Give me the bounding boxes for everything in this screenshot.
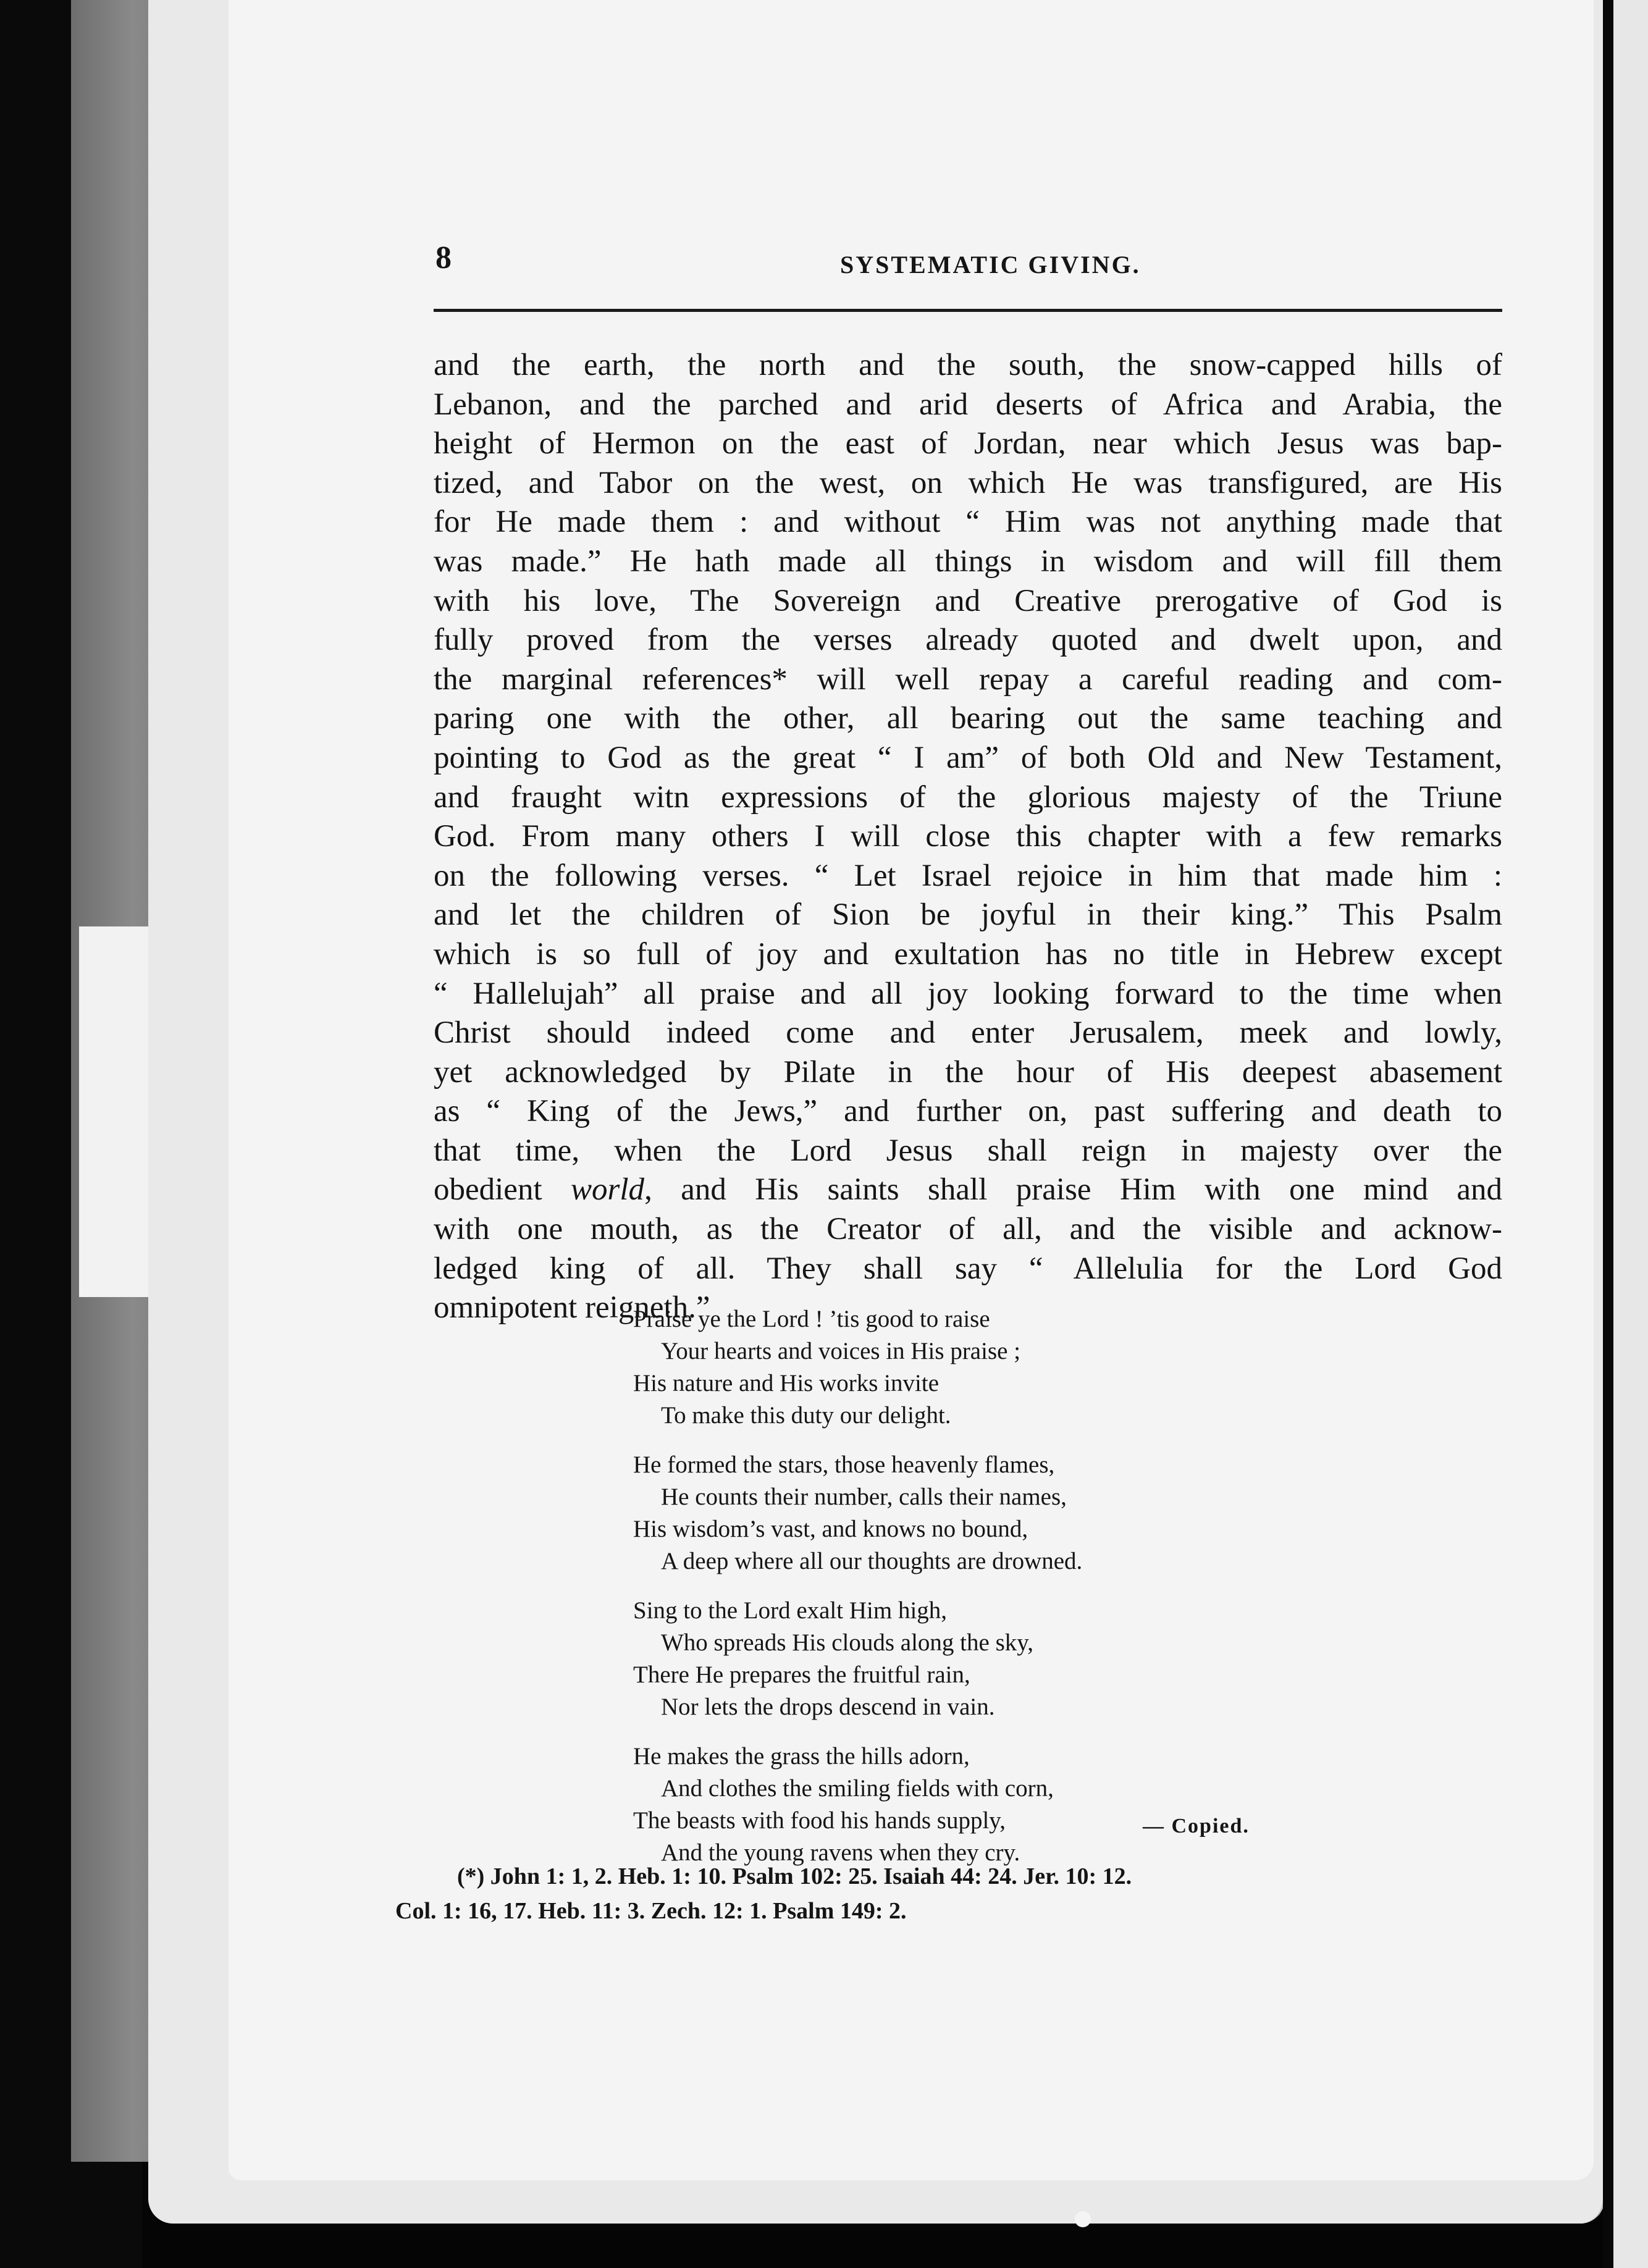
poem-line: He formed the stars, those heavenly flames, [633, 1451, 1055, 1478]
poem-line: The beasts with food his hands supply, [633, 1807, 1006, 1834]
poem-stanza [633, 1741, 1313, 1869]
body-line: as “ King of the Jews,” and further on, past suffering and death to [434, 1094, 1502, 1129]
poem-line: A deep where all our thoughts are drowned. [661, 1548, 1083, 1574]
body-line: which is so full of joy and exultation has no title in Hebrew except [434, 936, 1502, 972]
poem-line: There He prepares the fruitful rain, [633, 1661, 970, 1688]
body-line: was made.” He hath made all things in wisdom and will fill them [434, 544, 1502, 579]
poem-line: Sing to the Lord exalt Him high, [633, 1597, 948, 1624]
poem-line: And the young ravens when they cry. [661, 1839, 1020, 1866]
poem-stanza [633, 1595, 1313, 1723]
footnote-line: Col. 1: 16, 17. Heb. 11: 3. Zech. 12: 1. Psalm 149: 2. [395, 1898, 907, 1924]
poem-line: To make this duty our delight. [661, 1402, 951, 1429]
page-number: 8 [435, 240, 452, 275]
poem-line: And clothes the smiling fields with corn, [661, 1775, 1054, 1802]
poem-line: He counts their number, calls their names, [661, 1484, 1067, 1510]
body-line: and fraught witn expressions of the glorious majesty of the Triune [434, 779, 1502, 815]
body-line: with one mouth, as the Creator of all, and the visible and acknow- [434, 1212, 1502, 1247]
body-line: Lebanon, and the parched and arid deserts of Africa and Arabia, the [434, 387, 1502, 422]
body-line: obedient world, and His saints shall praise Him with one mind and [434, 1172, 1502, 1208]
body-line: and let the children of Sion be joyful in their king.” This Psalm [434, 897, 1502, 933]
facing-page-edge [1613, 0, 1648, 2268]
body-line: omnipotent reigneth.” [434, 1290, 710, 1325]
running-head: SYSTEMATIC GIVING. [840, 251, 1141, 279]
body-line: and the earth, the north and the south, the snow-capped hills of [434, 348, 1502, 382]
poem-stanza [633, 1449, 1313, 1577]
body-line: fully proved from the verses already quoted and dwelt upon, and [434, 623, 1502, 658]
poem-line: Who spreads His clouds along the sky, [661, 1629, 1033, 1656]
poem-stanza [633, 1303, 1313, 1432]
poem-line: He makes the grass the hills adorn, [633, 1743, 970, 1770]
poem-attribution: — Copied. [1143, 1815, 1250, 1838]
body-line: pointing to God as the great “ I am” of both Old and New Testament, [434, 740, 1502, 775]
body-line: paring one with the other, all bearing out the same teaching and [434, 701, 1502, 736]
poem-line: Your hearts and voices in His praise ; [661, 1338, 1021, 1364]
body-line: height of Hermon on the east of Jordan, near which Jesus was bap- [434, 426, 1502, 461]
poem [633, 1303, 1313, 1886]
body-line: God. From many others I will close this chapter with a few remarks [434, 819, 1502, 854]
film-gutter-right [1603, 0, 1614, 2268]
poem-line: His wisdom’s vast, and knows no bound, [633, 1516, 1028, 1542]
body-line: with his love, The Sovereign and Creative prerogative of God is [434, 583, 1502, 618]
body-line: Christ should indeed come and enter Jerusalem, meek and lowly, [434, 1015, 1502, 1051]
body-line: for He made them : and without “ Him was not anything made that [434, 505, 1502, 540]
body-line: on the following verses. “ Let Israel rejoice in him that made him : [434, 858, 1502, 893]
body-line: “ Hallelujah” all praise and all joy looking forward to the time when [434, 976, 1502, 1011]
poem-line: Nor lets the drops descend in vain. [661, 1694, 995, 1720]
footnotes [395, 1859, 1507, 1928]
body-paragraph [434, 346, 1502, 1328]
body-line: yet acknowledged by Pilate in the hour of His deepest abasement [434, 1054, 1502, 1090]
body-line: that time, when the Lord Jesus shall reign in majesty over the [434, 1133, 1502, 1168]
footnote-line: (*) John 1: 1, 2. Heb. 1: 10. Psalm 102: 25. Isaiah 44: 24. Jer. 10: 12. [457, 1863, 1132, 1889]
body-line: tized, and Tabor on the west, on which He was transfigured, are His [434, 465, 1502, 500]
header-rule [434, 309, 1502, 312]
film-speck [1532, 1322, 1575, 1343]
film-speck [1075, 2211, 1091, 2227]
body-line: the marginal references* will well repay a careful reading and com- [434, 662, 1502, 697]
body-line: ledged king of all. They shall say “ Allelulia for the Lord God [434, 1251, 1502, 1286]
film-speck [1340, 2100, 1390, 2137]
poem-line: Praise ye the Lord ! ’tis good to raise [633, 1306, 990, 1332]
poem-line: His nature and His works invite [633, 1370, 940, 1396]
